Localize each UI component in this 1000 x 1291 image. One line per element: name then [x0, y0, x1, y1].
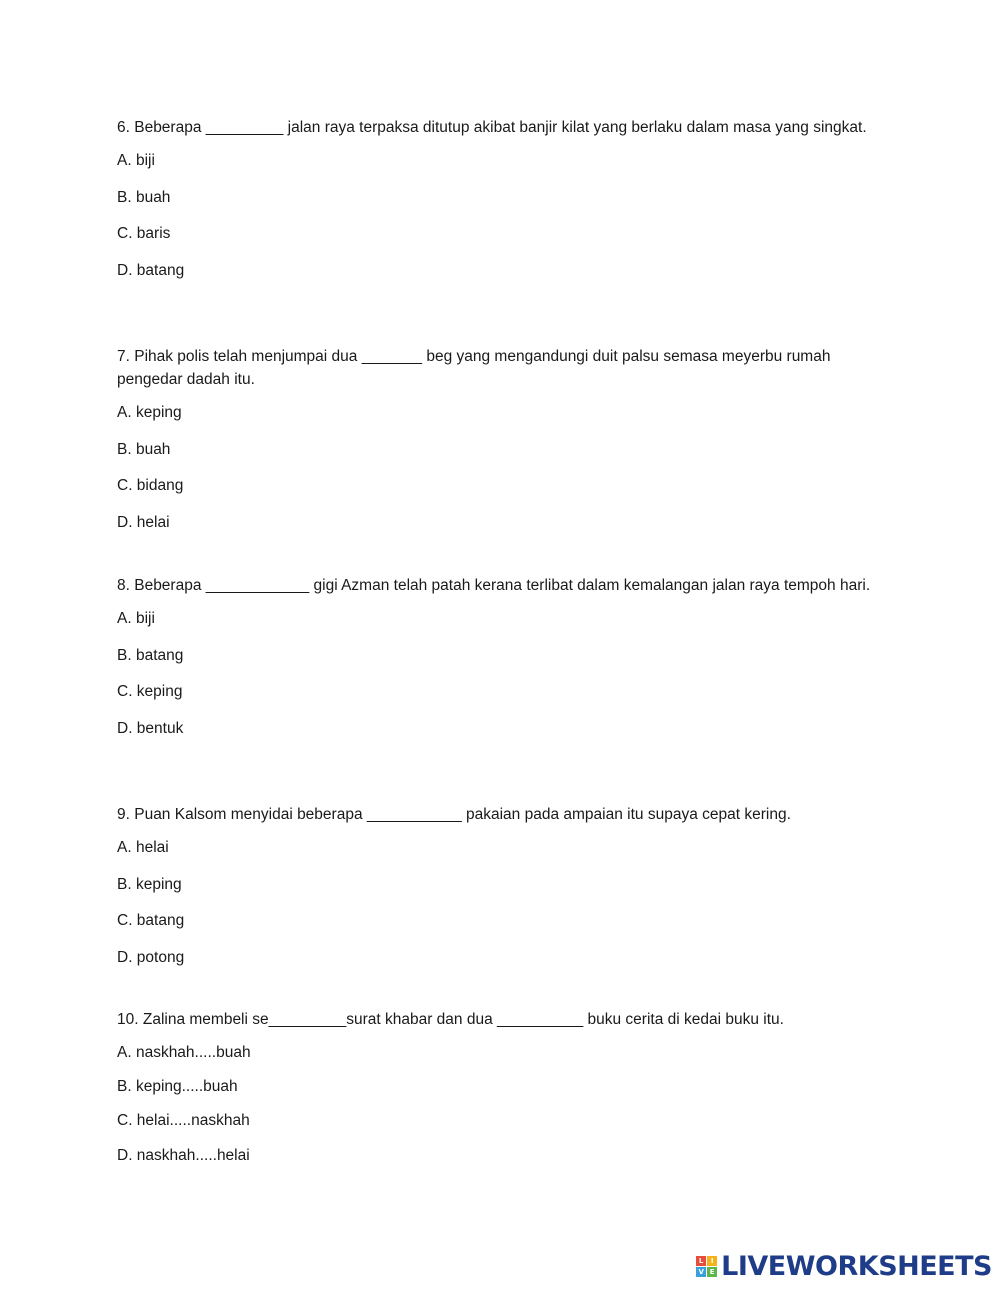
- option-c: C. baris: [117, 225, 171, 243]
- option-a: A. naskhah.....buah: [117, 1044, 251, 1061]
- logo-mark-icon: [696, 1256, 717, 1277]
- option-a: A. helai: [117, 839, 169, 856]
- option-c: C. keping: [117, 683, 183, 701]
- question-8: [117, 574, 870, 754]
- option-d: D. naskhah.....helai: [117, 1146, 250, 1164]
- question-text: 8. Beberapa ____________ gigi Azman telah patah kerana terlibat dalam kemalangan jalan raya tempoh hari.: [117, 577, 871, 594]
- question-10: [117, 1008, 784, 1179]
- option-d: D. batang: [117, 261, 185, 279]
- logo-mark-letter-l: L: [696, 1256, 706, 1266]
- logo-mark-letter-e: E: [707, 1267, 717, 1277]
- option-d: D. potong: [117, 948, 185, 966]
- option-b: B. buah: [117, 440, 171, 458]
- question-text: 9. Puan Kalsom menyidai beberapa ___________ pakaian pada ampaian itu supaya cepat kering.: [117, 806, 791, 823]
- option-b: B. buah: [117, 188, 171, 206]
- option-c: C. bidang: [117, 477, 184, 495]
- option-c: C. helai.....naskhah: [117, 1112, 250, 1130]
- option-d: D. bentuk: [117, 719, 184, 737]
- option-b: B. keping.....buah: [117, 1078, 238, 1096]
- liveworksheets-logo: [696, 1249, 992, 1283]
- option-a: A. biji: [117, 152, 155, 169]
- option-a: A. biji: [117, 610, 155, 627]
- option-b: B. keping: [117, 875, 182, 893]
- question-7: [117, 345, 887, 548]
- option-b: B. batang: [117, 646, 184, 664]
- option-c: C. batang: [117, 912, 185, 930]
- option-a: A. keping: [117, 404, 182, 421]
- question-text: 7. Pihak polis telah menjumpai dua _______ beg yang mengandungi duit palsu semasa meyerbu rumah pengedar dadah itu.: [117, 348, 831, 388]
- logo-mark-letter-i: I: [707, 1256, 717, 1266]
- logo-mark-letter-v: V: [696, 1267, 706, 1277]
- logo-text: LIVEWORKSHEETS: [721, 1250, 992, 1282]
- question-6: [117, 116, 867, 296]
- option-d: D. helai: [117, 513, 170, 531]
- question-text: 6. Beberapa _________ jalan raya terpaksa ditutup akibat banjir kilat yang berlaku dalam masa yang singkat.: [117, 119, 867, 136]
- question-text: 10. Zalina membeli se_________surat khabar dan dua __________ buku cerita di kedai buku itu.: [117, 1011, 784, 1028]
- question-9: [117, 803, 791, 983]
